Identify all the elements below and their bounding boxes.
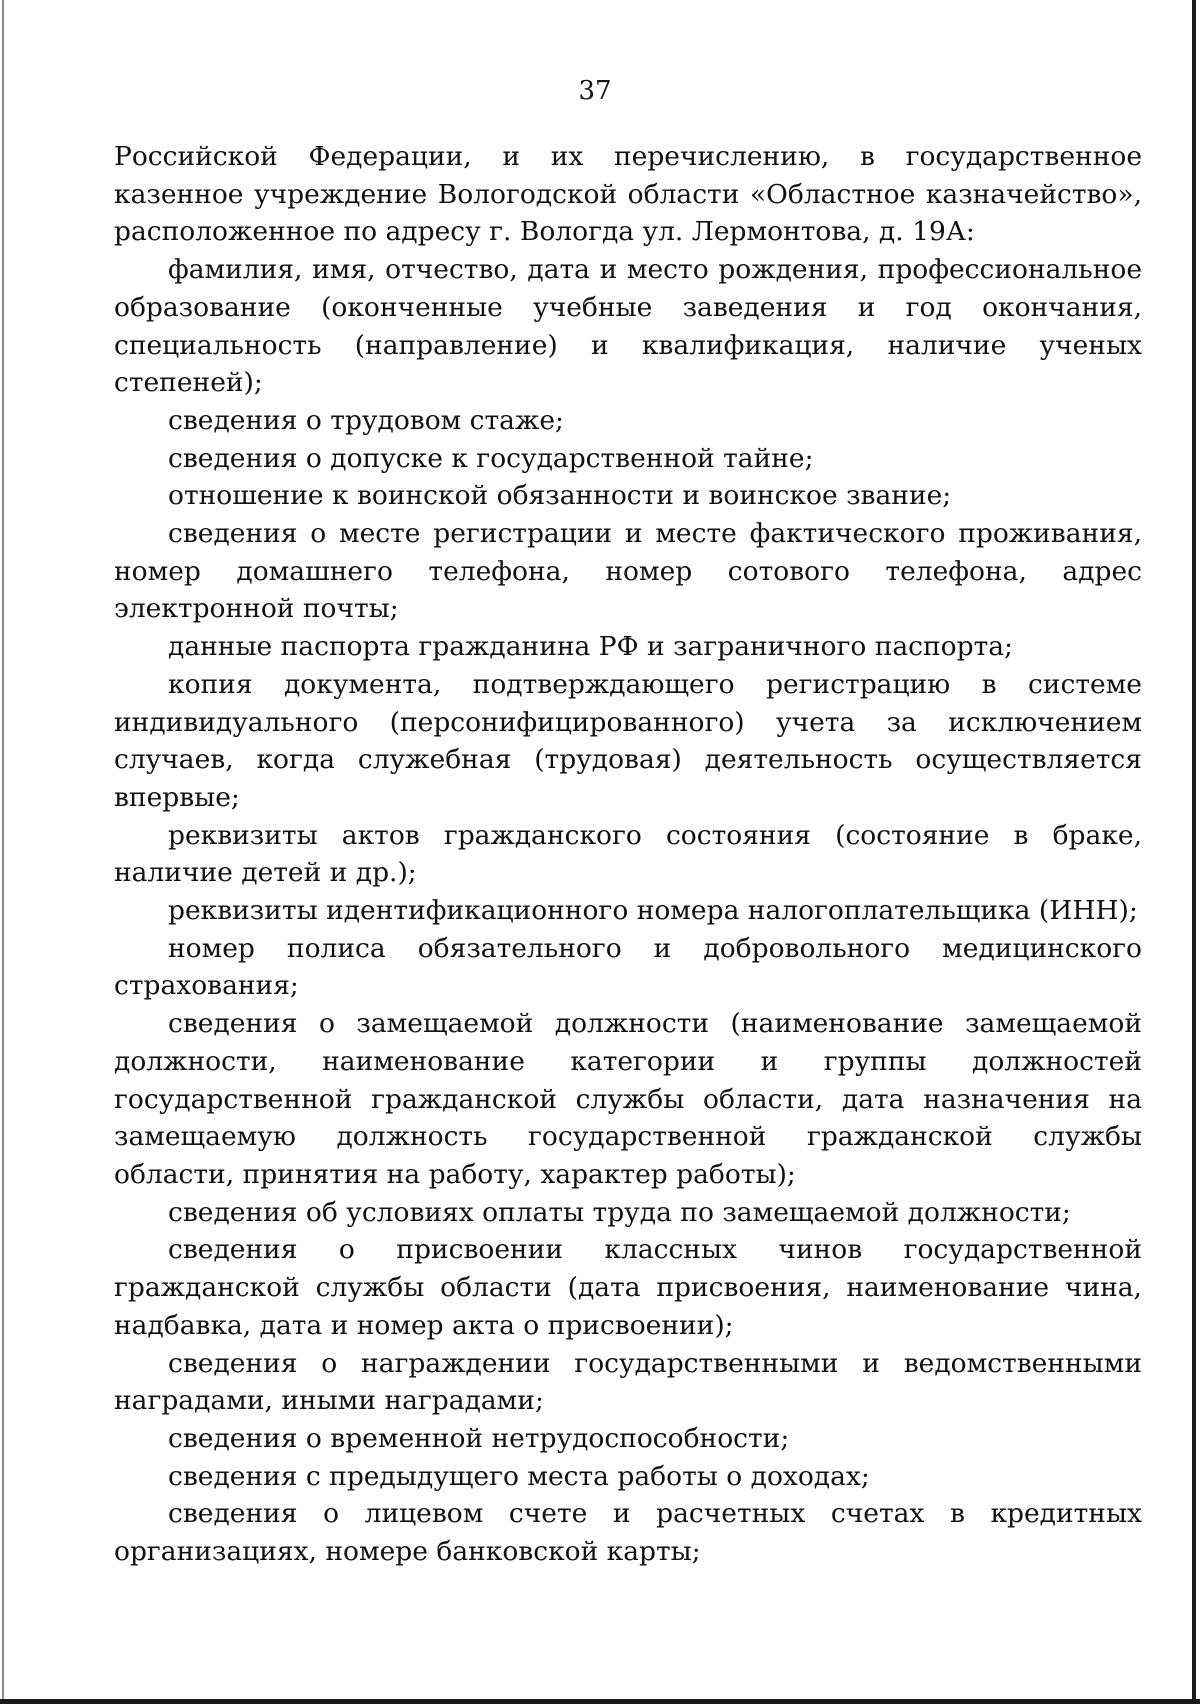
paragraph-15: сведения о награждении государственными и ведомственными наградами, иными наградами; bbox=[114, 1347, 1142, 1417]
paragraph-9: реквизиты актов гражданского состояния (состояние в браке, наличие детей и др.); bbox=[114, 819, 1142, 889]
paragraph-2: фамилия, имя, отчество, дата и место рождения, профессиональное образование (оконченные учебные заведения и год окончания, специальность (направление) и квалификация, наличие ученых степеней); bbox=[114, 254, 1142, 399]
paragraph-8: копия документа, подтверждающего регистрацию в системе индивидуального (персонифицированного) учета за исключением случаев, когда служебная (трудовая) деятельность осуществляется впервые; bbox=[114, 668, 1142, 813]
paragraph-13: сведения об условиях оплаты труда по замещаемой должности; bbox=[168, 1196, 1071, 1228]
paragraph-3: сведения о трудовом стаже; bbox=[168, 404, 564, 436]
document-body bbox=[114, 138, 1142, 1571]
paragraph-10: реквизиты идентификационного номера налогоплательщика (ИНН); bbox=[168, 895, 1138, 927]
paragraph-7: данные паспорта гражданина РФ и заграничного паспорта; bbox=[168, 631, 1013, 663]
page-right-edge bbox=[1192, 0, 1196, 1704]
paragraph-14: сведения о присвоении классных чинов государственной гражданской службы области (дата присвоения, наименование чина, надбавка, дата и номер акта о присвоении); bbox=[114, 1234, 1142, 1341]
page-number: 37 bbox=[578, 76, 612, 106]
paragraph-4: сведения о допуске к государственной тайне; bbox=[168, 442, 814, 474]
page-bottom-edge bbox=[0, 1699, 1200, 1704]
paragraph-1: Российской Федерации, и их перечислению, в государственное казенное учреждение Вологодской области «Областное казначейство», расположенное по адресу г. Вологда ул. Лермонтова, д. 19А: bbox=[114, 141, 1142, 248]
paragraph-6: сведения о месте регистрации и месте фактического проживания, номер домашнего телефона, номер сотового телефона, адрес электронной почты; bbox=[114, 518, 1142, 625]
paragraph-11: номер полиса обязательного и добровольного медицинского страхования; bbox=[114, 932, 1142, 1002]
paragraph-17: сведения с предыдущего места работы о доходах; bbox=[168, 1460, 870, 1492]
page-left-edge bbox=[2, 0, 4, 1704]
paragraph-18: сведения о лицевом счете и расчетных счетах в кредитных организациях, номере банковской карты; bbox=[114, 1498, 1142, 1568]
paragraph-5: отношение к воинской обязанности и воинское звание; bbox=[168, 480, 952, 512]
paragraph-16: сведения о временной нетрудоспособности; bbox=[168, 1422, 790, 1454]
paragraph-12: сведения о замещаемой должности (наименование замещаемой должности, наименование категории и группы должностей государственной гражданской службы области, дата назначения на замещаемую должность государственной гражданской службы области, принятия на работу, характер работы); bbox=[114, 1008, 1142, 1190]
